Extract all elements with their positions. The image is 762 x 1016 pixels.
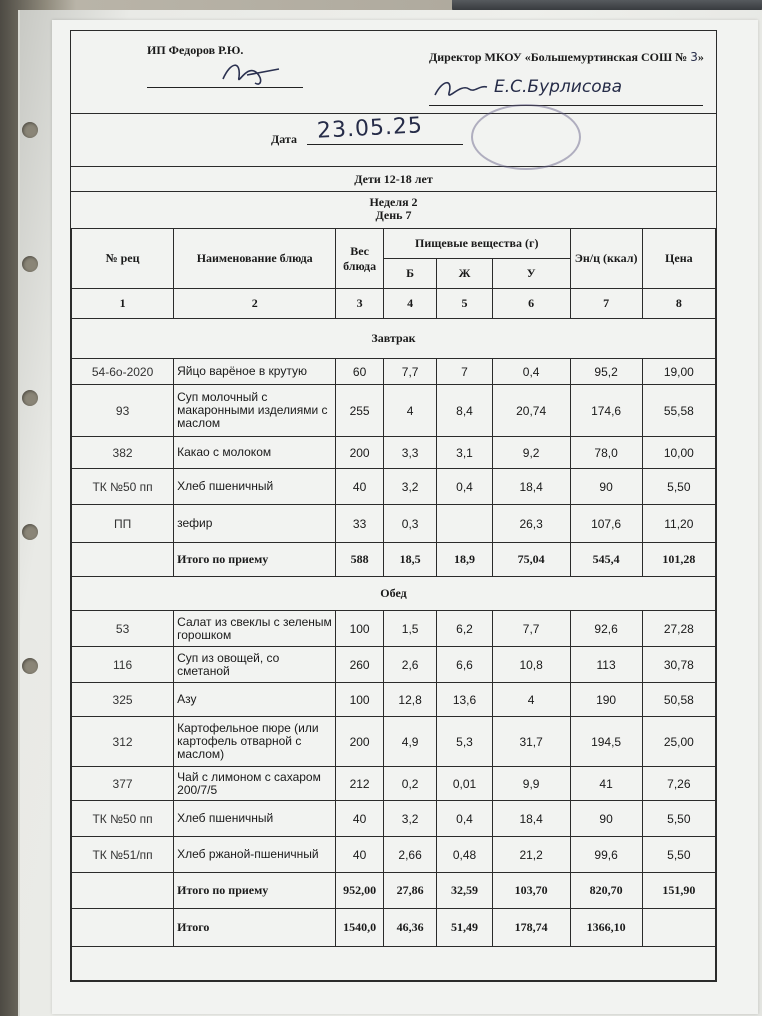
price: 19,00 — [642, 359, 715, 385]
empty-cell — [72, 543, 174, 577]
section-title: Обед — [72, 577, 716, 611]
dish-name: Азу — [174, 683, 336, 717]
energy: 113 — [570, 647, 642, 683]
director-signature: Е.С.Бурлисова — [431, 75, 622, 103]
energy: 190 — [570, 683, 642, 717]
empty-cell — [72, 909, 174, 947]
col-num: 3 — [336, 289, 384, 319]
weight: 200 — [336, 717, 384, 767]
fat — [437, 505, 493, 543]
price — [642, 909, 715, 947]
price: 101,28 — [642, 543, 715, 577]
director-signature-line — [429, 105, 703, 106]
supplier-name: ИП Федоров Р.Ю. — [147, 43, 244, 57]
fat: 0,4 — [437, 469, 493, 505]
weight: 1540,0 — [336, 909, 384, 947]
col-dish: Наименование блюда — [174, 229, 336, 289]
dish-name: Салат из свеклы с зеленым горошком — [174, 611, 336, 647]
protein: 46,36 — [383, 909, 436, 947]
blank-cell — [72, 947, 716, 981]
col-protein: Б — [383, 259, 436, 289]
dish-name: Суп из овощей, со сметаной — [174, 647, 336, 683]
price: 5,50 — [642, 801, 715, 837]
supplier-signature-line — [147, 87, 303, 88]
date-line — [307, 144, 463, 145]
table-row — [72, 469, 716, 505]
weight: 212 — [336, 767, 384, 801]
section-lunch — [72, 577, 716, 611]
weight: 260 — [336, 647, 384, 683]
fat: 6,6 — [437, 647, 493, 683]
approval-header — [71, 31, 716, 114]
dish-name: Картофельное пюре (или картофель отварной с маслом) — [174, 717, 336, 767]
fat: 0,01 — [437, 767, 493, 801]
price: 5,50 — [642, 469, 715, 505]
supplier-signature — [217, 57, 287, 91]
price: 11,20 — [642, 505, 715, 543]
table-row — [72, 683, 716, 717]
protein: 27,86 — [383, 873, 436, 909]
col-recipe: № рец — [72, 229, 174, 289]
col-num: 8 — [642, 289, 715, 319]
carbs: 7,7 — [492, 611, 570, 647]
recipe-code: 116 — [72, 647, 174, 683]
price: 55,58 — [642, 385, 715, 437]
protein: 4,9 — [383, 717, 436, 767]
dish-name: зефир — [174, 505, 336, 543]
menu-table — [71, 228, 716, 981]
fat: 13,6 — [437, 683, 493, 717]
date-value: 23.05.25 — [316, 113, 424, 144]
fat: 51,49 — [437, 909, 493, 947]
col-energy: Эн/ц (ккал) — [570, 229, 642, 289]
weight: 60 — [336, 359, 384, 385]
carbs: 103,70 — [492, 873, 570, 909]
week-day — [71, 192, 716, 228]
energy: 545,4 — [570, 543, 642, 577]
col-fat: Ж — [437, 259, 493, 289]
dish-name: Чай с лимоном с сахаром 200/7/5 — [174, 767, 336, 801]
energy: 92,6 — [570, 611, 642, 647]
table-row — [72, 359, 716, 385]
week-label: Неделя 2 — [369, 195, 418, 209]
fat: 7 — [437, 359, 493, 385]
fat: 0,4 — [437, 801, 493, 837]
section-title: Завтрак — [72, 319, 716, 359]
carbs: 9,2 — [492, 437, 570, 469]
weight: 588 — [336, 543, 384, 577]
protein: 3,2 — [383, 469, 436, 505]
price: 10,00 — [642, 437, 715, 469]
energy: 99,6 — [570, 837, 642, 873]
weight: 952,00 — [336, 873, 384, 909]
carbs: 18,4 — [492, 801, 570, 837]
fat: 8,4 — [437, 385, 493, 437]
price: 25,00 — [642, 717, 715, 767]
dish-name: Суп молочный с макаронными изделиями с маслом — [174, 385, 336, 437]
breakfast-total-row — [72, 543, 716, 577]
table-row — [72, 505, 716, 543]
fat: 0,48 — [437, 837, 493, 873]
energy: 1366,10 — [570, 909, 642, 947]
table-row — [72, 717, 716, 767]
price: 151,90 — [642, 873, 715, 909]
recipe-code: 382 — [72, 437, 174, 469]
protein: 0,2 — [383, 767, 436, 801]
recipe-code: 377 — [72, 767, 174, 801]
carbs: 20,74 — [492, 385, 570, 437]
weight: 40 — [336, 469, 384, 505]
col-num: 2 — [174, 289, 336, 319]
recipe-code: ТК №51/пп — [72, 837, 174, 873]
carbs: 0,4 — [492, 359, 570, 385]
protein: 7,7 — [383, 359, 436, 385]
table-row — [72, 611, 716, 647]
carbs: 178,74 — [492, 909, 570, 947]
total-label: Итого по приему — [174, 873, 336, 909]
protein: 3,3 — [383, 437, 436, 469]
col-num: 4 — [383, 289, 436, 319]
price: 7,26 — [642, 767, 715, 801]
weight: 255 — [336, 385, 384, 437]
recipe-code: 53 — [72, 611, 174, 647]
date-label: Дата — [271, 132, 297, 146]
carbs: 18,4 — [492, 469, 570, 505]
energy: 90 — [570, 801, 642, 837]
col-price: Цена — [642, 229, 715, 289]
price: 50,58 — [642, 683, 715, 717]
director-signature-mark — [431, 75, 491, 103]
total-label: Итого по приему — [174, 543, 336, 577]
punch-hole-icon — [22, 524, 38, 540]
recipe-code: 54-6о-2020 — [72, 359, 174, 385]
col-weight: Вес блюда — [336, 229, 384, 289]
carbs: 31,7 — [492, 717, 570, 767]
carbs: 9,9 — [492, 767, 570, 801]
col-num: 1 — [72, 289, 174, 319]
energy: 95,2 — [570, 359, 642, 385]
col-num: 6 — [492, 289, 570, 319]
protein: 3,2 — [383, 801, 436, 837]
dish-name: Хлеб ржаной-пшеничный — [174, 837, 336, 873]
dish-name: Хлеб пшеничный — [174, 801, 336, 837]
protein: 0,3 — [383, 505, 436, 543]
table-row — [72, 437, 716, 469]
fat: 3,1 — [437, 437, 493, 469]
price: 27,28 — [642, 611, 715, 647]
dish-name: Яйцо варёное в крутую — [174, 359, 336, 385]
grand-total-row — [72, 909, 716, 947]
protein: 2,6 — [383, 647, 436, 683]
recipe-code: 312 — [72, 717, 174, 767]
energy: 41 — [570, 767, 642, 801]
blank-row — [72, 947, 716, 981]
price: 30,78 — [642, 647, 715, 683]
energy: 174,6 — [570, 385, 642, 437]
date-row — [71, 114, 716, 167]
col-num: 7 — [570, 289, 642, 319]
price: 5,50 — [642, 837, 715, 873]
fat: 18,9 — [437, 543, 493, 577]
energy: 194,5 — [570, 717, 642, 767]
protein: 4 — [383, 385, 436, 437]
grand-total-label: Итого — [174, 909, 336, 947]
carbs: 26,3 — [492, 505, 570, 543]
empty-cell — [72, 873, 174, 909]
fat: 5,3 — [437, 717, 493, 767]
energy: 820,70 — [570, 873, 642, 909]
recipe-code: 325 — [72, 683, 174, 717]
column-number-row — [72, 289, 716, 319]
weight: 200 — [336, 437, 384, 469]
recipe-code: ТК №50 пп — [72, 801, 174, 837]
carbs: 75,04 — [492, 543, 570, 577]
table-row — [72, 767, 716, 801]
carbs: 10,8 — [492, 647, 570, 683]
day-label: День 7 — [375, 208, 412, 222]
recipe-code: 93 — [72, 385, 174, 437]
col-nutrients: Пищевые вещества (г) — [383, 229, 570, 259]
protein: 12,8 — [383, 683, 436, 717]
menu-document — [70, 30, 717, 982]
director-title: Директор МКОУ «Большемуртинская СОШ № 3» — [429, 50, 704, 64]
dish-name: Хлеб пшеничный — [174, 469, 336, 505]
punch-hole-icon — [22, 122, 38, 138]
col-carbs: У — [492, 259, 570, 289]
energy: 107,6 — [570, 505, 642, 543]
recipe-code: ТК №50 пп — [72, 469, 174, 505]
carbs: 21,2 — [492, 837, 570, 873]
energy: 90 — [570, 469, 642, 505]
dish-name: Какао с молоком — [174, 437, 336, 469]
school-stamp — [471, 104, 581, 170]
weight: 33 — [336, 505, 384, 543]
recipe-code: ПП — [72, 505, 174, 543]
punch-hole-icon — [22, 390, 38, 406]
punch-hole-icon — [22, 256, 38, 272]
column-header-row — [72, 229, 716, 259]
fat: 6,2 — [437, 611, 493, 647]
protein: 2,66 — [383, 837, 436, 873]
energy: 78,0 — [570, 437, 642, 469]
table-row — [72, 837, 716, 873]
punch-hole-icon — [22, 658, 38, 674]
table-row — [72, 801, 716, 837]
protein: 1,5 — [383, 611, 436, 647]
age-group: Дети 12-18 лет — [71, 167, 716, 192]
table-row — [72, 385, 716, 437]
weight: 40 — [336, 801, 384, 837]
lunch-total-row — [72, 873, 716, 909]
col-num: 5 — [437, 289, 493, 319]
section-breakfast — [72, 319, 716, 359]
protein: 18,5 — [383, 543, 436, 577]
fat: 32,59 — [437, 873, 493, 909]
weight: 100 — [336, 683, 384, 717]
weight: 40 — [336, 837, 384, 873]
table-row — [72, 647, 716, 683]
carbs: 4 — [492, 683, 570, 717]
weight: 100 — [336, 611, 384, 647]
